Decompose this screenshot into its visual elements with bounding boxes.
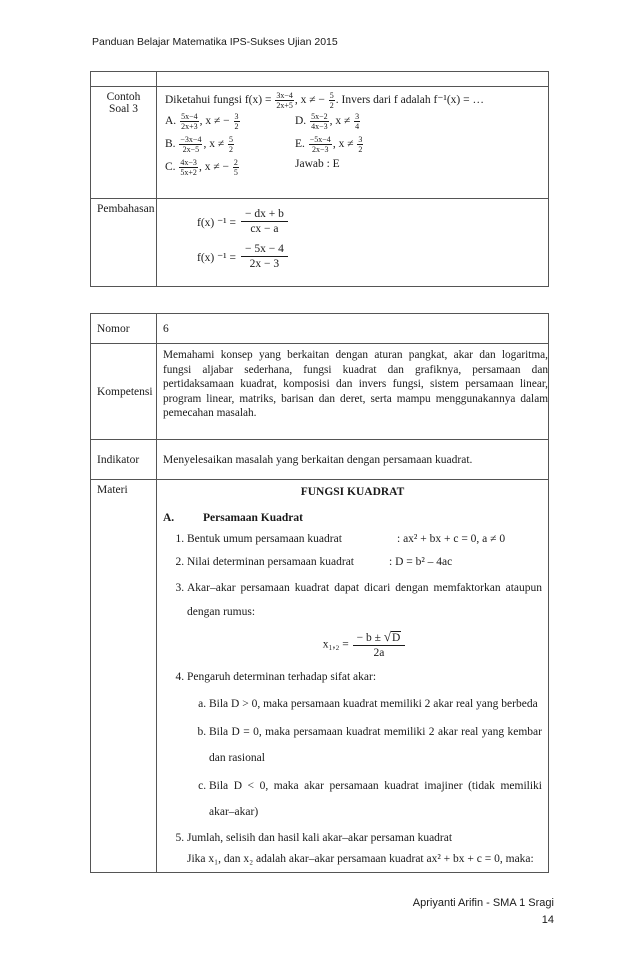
solution-step: f(x) ⁻¹ = $\frac{- dx + b}{cx - a}$ [197,207,542,236]
restriction-fraction: $\frac{5}{2}$ [329,91,334,110]
fx-fraction: $\frac{3x-4}{2x+5}$ [276,91,293,110]
example-table [90,71,549,287]
answer-key: Jawab : E [295,158,340,170]
indikator-row [91,440,549,480]
nomor-row [91,314,549,344]
answer-options [165,112,542,177]
footer-author: Apriyanti Arifin - SMA 1 Sragi [412,897,554,909]
problem-statement: Diketahui fungsi f(x) = $\frac{3x-4}{2x+5}$ , x ≠ − $\frac{5}{2}$ . Invers dari f adalah f⁻¹(x) = … [165,91,484,110]
list-item: 5. Jumlah, selisih dan hasil kali akar–akar persaman kuadrat Jika x₁, dan x₂ adalah akar–akar persamaan kuadrat ax² + bx + c = 0, maka: [187,829,542,870]
quadratic-formula: x₁,₂ = $\frac{- b \pm √D}{2a}$ [187,630,542,660]
sub-list-item: c. Bila D < 0, maka akar persamaan kuadrat imajiner (tidak memiliki akar–akar) [209,773,542,825]
kompetensi-row [91,344,549,440]
page-header: Panduan Belajar Matematika IPS-Sukses Ujian 2015 [92,36,338,48]
page-number: 14 [541,914,554,926]
materi-row [91,480,549,873]
sub-list-item: a. Bila D > 0, maka persamaan kuadrat memiliki 2 akar real yang berbeda [209,691,542,717]
sub-list [187,691,542,825]
materi-label: Materi [91,480,157,873]
list-item: 1. Bentuk umum persamaan kuadrat : ax² + bx + c = 0, a ≠ 0 [187,530,542,549]
materi-list [163,530,542,870]
nomor-label: Nomor [91,314,157,344]
solution-step: f(x) ⁻¹ = $\frac{- 5x - 4}{2x - 3}$ [197,242,542,271]
option: C. $\frac{4x-3}{5x+2}$ , x ≠ − $\frac{2}{5}$ [165,158,238,177]
solution-cell [157,199,549,287]
option: A. $\frac{5x-4}{2x+3}$ , x ≠ − $\frac{3}{2}$ [165,112,239,131]
solution-steps [197,207,542,271]
list-item: 4. Pengaruh determinan terhadap sifat akar: a. Bila D > 0, maka persamaan kuadrat memiliki 2 akar real yang berbeda b. Bila D = 0, maka persamaan kuadrat memiliki 2 akar real yang kembar dan rasional c. Bila D < 0, maka akar persamaan kuadrat imajiner (tidak memiliki akar–akar) [187,668,542,825]
option: E. $\frac{-5x-4}{2x-3}$ , x ≠ $\frac{3}{2}$ [295,135,363,154]
kompetensi-text: Memahami konsep yang berkaitan dengan aturan pangkat, akar dan logaritma, fungsi aljabar sederhana, fungsi kuadrat dan grafiknya, persamaan dan pertidaksamaan kuadrat, komposisi dan invers fungsi, sistem persamaan linear, program linear, matriks, barisan dan deret, serta mampu menggunakannya dalam pemecahan masalah. [157,344,549,440]
kompetensi-label: Kompetensi [91,344,157,440]
materi-title: FUNGSI KUADRAT [300,486,405,498]
pembahasan-label: Pembahasan [91,199,157,287]
problem-cell [157,87,549,199]
option: D. $\frac{5x-2}{4x-3}$ , x ≠ $\frac{3}{4}$ [295,112,360,131]
item5-detail: Jika x₁, dan x₂ adalah akar–akar persamaan kuadrat ax² + bx + c = 0, maka: [187,853,534,865]
list-item: 2. Nilai determinan persamaan kuadrat : D = b² – 4ac [187,553,542,572]
indikator-label: Indikator [91,440,157,480]
materi-content [157,480,549,873]
contoh-soal-label: Contoh Soal 3 [91,87,157,199]
blank-row [91,72,549,87]
indikator-text: Menyelesaikan masalah yang berkaitan dengan persamaan kuadrat. [157,440,549,480]
sub-list-item: b. Bila D = 0, maka persamaan kuadrat memiliki 2 akar real yang kembar dan rasional [209,719,542,771]
pembahasan-row [91,199,549,287]
section-heading: A. Persamaan Kuadrat [163,512,303,524]
nomor-value: 6 [157,314,549,344]
material-table [90,313,549,873]
option: B. $\frac{-3x-4}{2x-5}$ , x ≠ $\frac{5}{2}$ [165,135,234,154]
contoh-soal-row [91,87,549,199]
list-item: 3. Akar–akar persamaan kuadrat dapat dicari dengan memfaktorkan ataupun dengan rumus: x₁,₂ = $\frac{- b \pm √D}{2a}$ [187,576,542,660]
